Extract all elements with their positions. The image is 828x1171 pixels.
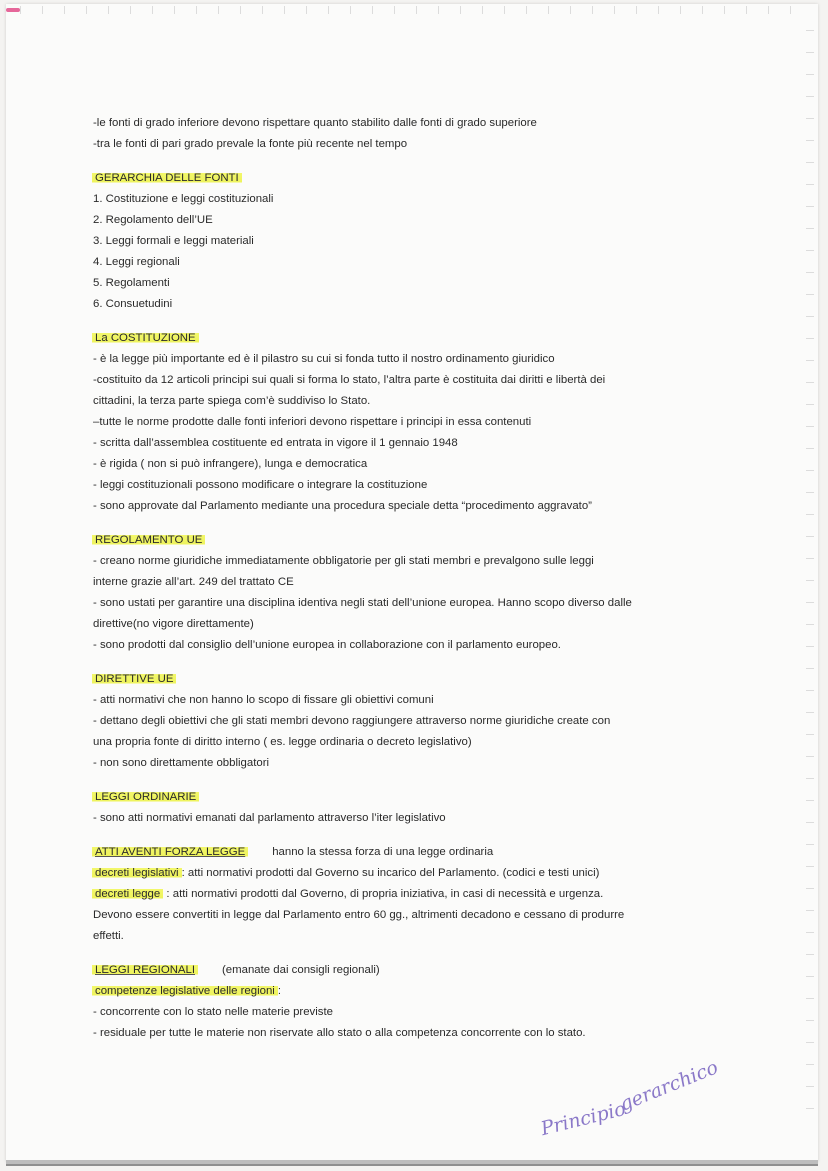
- regolamento-ue-line: - sono ustati per garantire una disciplina identiva negli stati dell’unione europea. Hanno scopo diverso dalle: [93, 597, 632, 609]
- costituzione-line: - sono approvate dal Parlamento mediante una procedura speciale detta “procedimento aggravato”: [93, 500, 592, 512]
- handwritten-word-gerarchico: gerarchico: [616, 1056, 722, 1116]
- handwritten-word-principio: Principio: [538, 1097, 628, 1141]
- leggi-regionali-aside: (emanate dai consigli regionali): [222, 964, 380, 976]
- direttive-ue-title: DIRETTIVE UE: [92, 673, 176, 685]
- leggi-ordinarie-line: - sono atti normativi emanati dal parlamento attraverso l’iter legislativo: [93, 812, 446, 824]
- notes-content: [93, 113, 783, 1044]
- costituzione-line: - è la legge più importante ed è il pilastro su cui si fonda tutto il nostro ordinamento giuridico: [93, 353, 555, 365]
- atti-forza-legge-title: ATTI AVENTI FORZA LEGGE: [92, 846, 248, 858]
- atti-forza-legge-aside: hanno la stessa forza di una legge ordinaria: [272, 846, 494, 858]
- direttive-ue-line: - dettano degli obiettivi che gli stati membri devono raggiungere attraverso norme giuridiche create con: [93, 715, 611, 727]
- competenze-subtitle: competenze legislative delle regioni: [92, 985, 278, 997]
- costituzione-line: - scritta dall’assemblea costituente ed entrata in vigore il 1 gennaio 1948: [93, 437, 458, 449]
- intro-line-2: -tra le fonti di pari grado prevale la fonte più recente nel tempo: [93, 138, 408, 150]
- costituzione-line: –tutte le norme prodotte dalle fonti inferiori devono rispettare i principi in essa contenuti: [93, 416, 532, 428]
- costituzione-title: La COSTITUZIONE: [92, 332, 199, 344]
- leggi-ordinarie-title: LEGGI ORDINARIE: [92, 791, 199, 803]
- costituzione-line: - è rigida ( non si può infrangere), lunga e democratica: [93, 458, 368, 470]
- leggi-regionali-line: - concorrente con lo stato nelle materie previste: [93, 1006, 333, 1018]
- gerarchia-item-5: 5. Regolamenti: [93, 277, 170, 289]
- right-ruler-marks: [806, 30, 814, 1130]
- decreti-legislativi-text: : atti normativi prodotti dal Governo su incarico del Parlamento. (codici e testi unici): [181, 867, 600, 879]
- costituzione-line: cittadini, la terza parte spiega com’è suddiviso lo Stato.: [93, 395, 371, 407]
- leggi-regionali-line: - residuale per tutte le materie non riservate allo stato o alla competenza concorrente con lo stato.: [93, 1027, 586, 1039]
- competenze-subtitle-suffix: :: [277, 985, 281, 997]
- regolamento-ue-line: - sono prodotti dal consiglio dell’unione europea in collaborazione con il parlamento europeo.: [93, 639, 561, 651]
- decreti-legislativi-label: decreti legislativi: [92, 867, 182, 879]
- regolamento-ue-title: REGOLAMENTO UE: [92, 534, 205, 546]
- gerarchia-item-1: 1. Costituzione e leggi costituzionali: [93, 193, 274, 205]
- regolamento-ue-line: - creano norme giuridiche immediatamente obbligatorie per gli stati membri e prevalgono sulle leggi: [93, 555, 594, 567]
- leggi-regionali-title: LEGGI REGIONALI: [92, 964, 198, 976]
- gerarchia-item-4: 4. Leggi regionali: [93, 256, 180, 268]
- atti-forza-legge-line-3: Devono essere convertiti in legge dal Parlamento entro 60 gg., altrimenti decadono e cessano di produrre: [93, 909, 625, 921]
- regolamento-ue-line: direttive(no vigore direttamente): [93, 618, 254, 630]
- top-ruler-marks: [20, 6, 810, 14]
- gerarchia-item-6: 6. Consuetudini: [93, 298, 173, 310]
- gerarchia-item-2: 2. Regolamento dell’UE: [93, 214, 213, 226]
- atti-forza-legge-line-4: effetti.: [93, 930, 124, 942]
- decreti-legge-label: decreti legge: [92, 888, 163, 900]
- gerarchia-item-3: 3. Leggi formali e leggi materiali: [93, 235, 254, 247]
- gerarchia-title: GERARCHIA DELLE FONTI: [92, 172, 242, 184]
- direttive-ue-line: una propria fonte di diritto interno ( es. legge ordinaria o decreto legislativo): [93, 736, 472, 748]
- page-bottom-shadow: [6, 1164, 818, 1166]
- costituzione-line: -costituito da 12 articoli principi sui quali si forma lo stato, l’altra parte è costituita dai diritti e libertà dei: [93, 374, 606, 386]
- costituzione-line: - leggi costituzionali possono modificare o integrare la costituzione: [93, 479, 428, 491]
- decreti-legge-text: : atti normativi prodotti dal Governo, di propria iniziativa, in casi di necessità e urgenza.: [163, 888, 604, 900]
- intro-line-1: -le fonti di grado inferiore devono rispettare quanto stabilito dalle fonti di grado superiore: [93, 117, 537, 129]
- direttive-ue-line: - atti normativi che non hanno lo scopo di fissare gli obiettivi comuni: [93, 694, 434, 706]
- regolamento-ue-line: interne grazie all’art. 249 del trattato CE: [93, 576, 294, 588]
- direttive-ue-line: - non sono direttamente obbligatori: [93, 757, 270, 769]
- pink-tab-mark: [6, 8, 20, 12]
